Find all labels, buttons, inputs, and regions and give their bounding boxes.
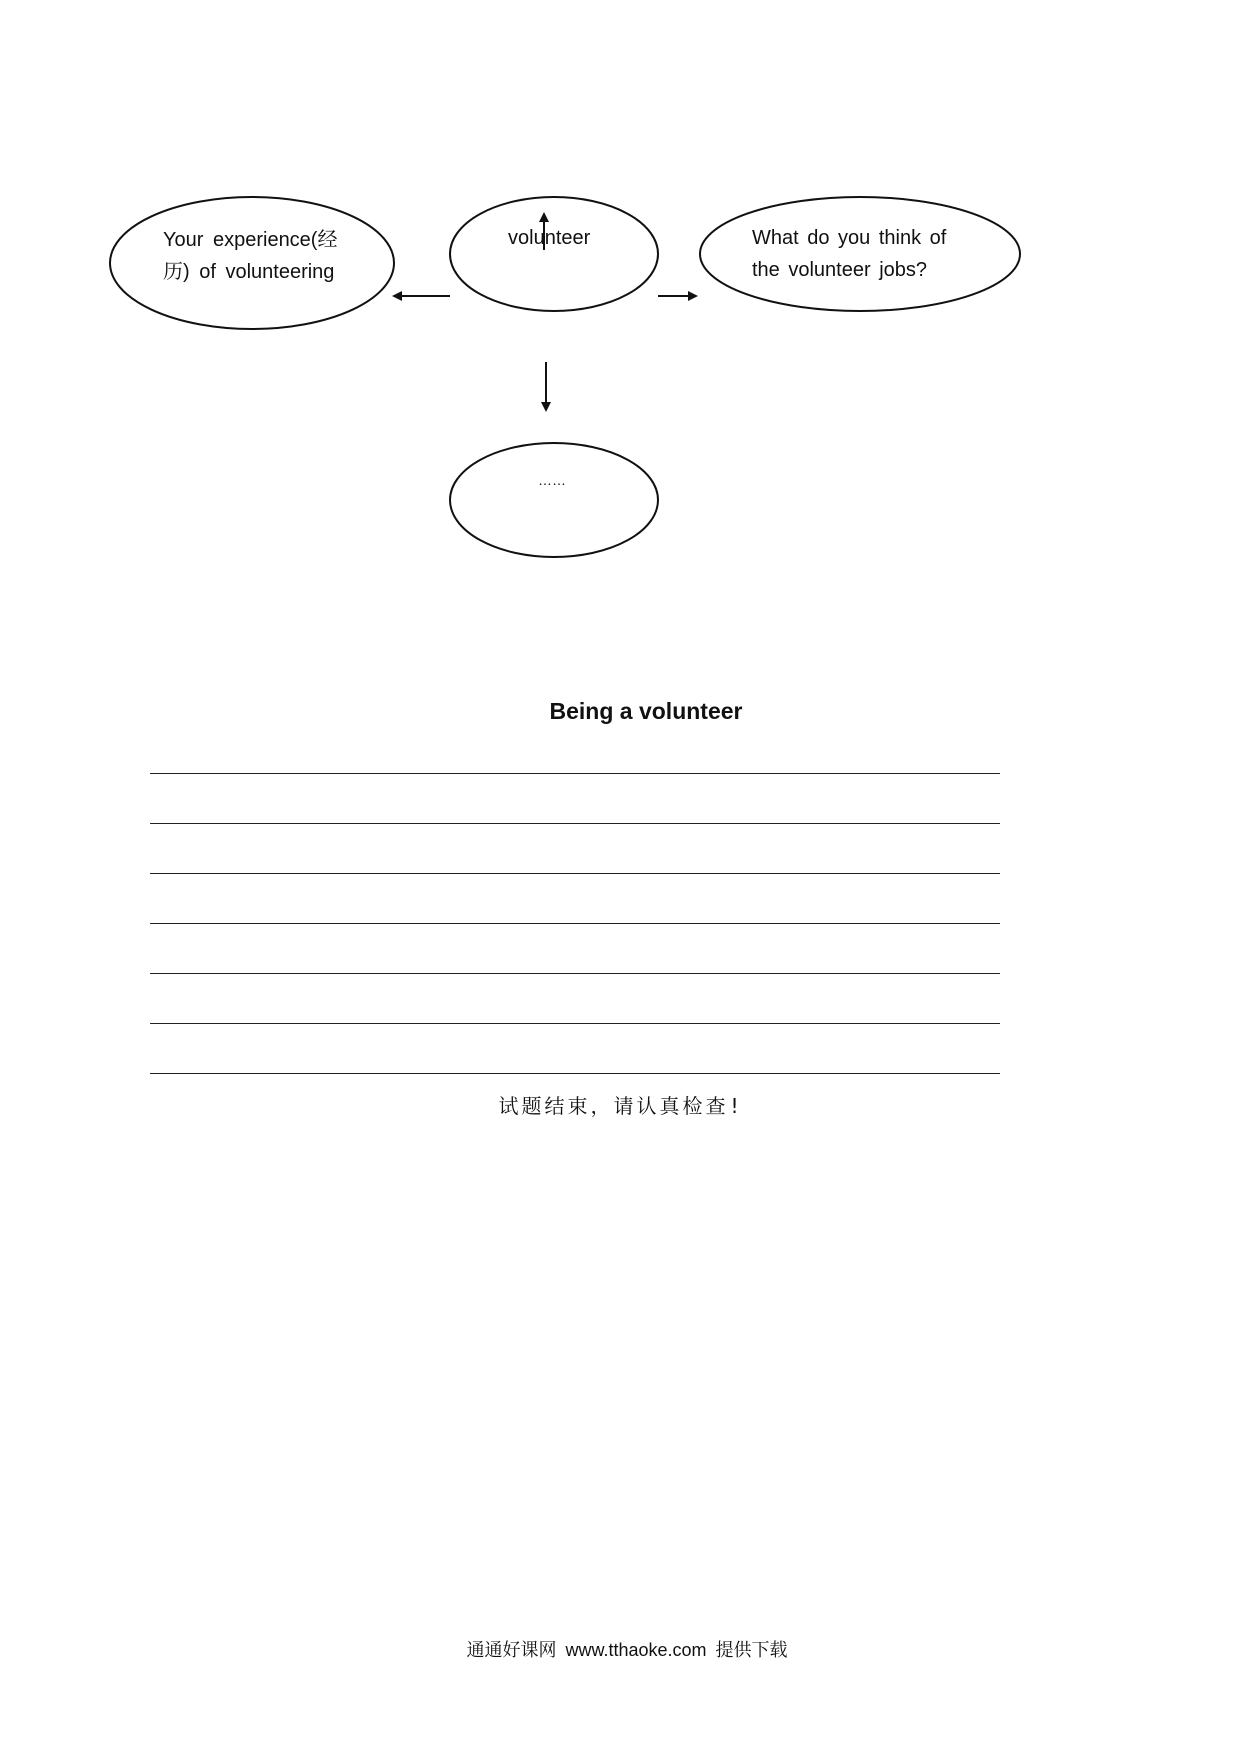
mind-map-diagram [0, 0, 1240, 600]
right-bubble-label: What do you think of the volunteer jobs? [752, 227, 947, 281]
center-bubble-label: volunteer [508, 227, 591, 249]
essay-title: Being a volunteer [549, 698, 743, 724]
center-bubble [450, 197, 658, 311]
writing-line[interactable] [150, 822, 1000, 824]
writing-line[interactable] [150, 1072, 1000, 1074]
writing-lines [150, 772, 1000, 1122]
writing-line[interactable] [150, 772, 1000, 774]
writing-line[interactable] [150, 872, 1000, 874]
left-bubble-label: Your experience(经历) of volunteering [163, 229, 338, 283]
end-note: 试题结束，请认真检查! [498, 1094, 744, 1118]
writing-line[interactable] [150, 1022, 1000, 1024]
writing-line[interactable] [150, 972, 1000, 974]
writing-line[interactable] [150, 922, 1000, 924]
bottom-bubble-label: …… [538, 472, 566, 488]
bottom-bubble [450, 443, 658, 557]
page-footer: 通通好课网 www.tthaoke.com 提供下载 [466, 1640, 788, 1660]
